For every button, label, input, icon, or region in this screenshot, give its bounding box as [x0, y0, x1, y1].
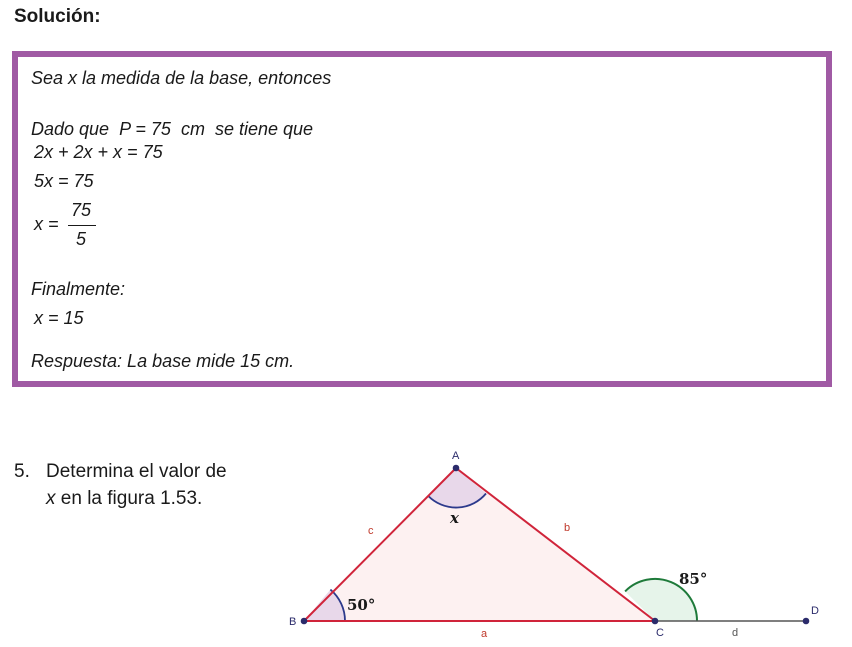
problem-text-line2 — [46, 485, 286, 512]
label-point-c: C — [656, 627, 664, 639]
answer-text: Respuesta: La base mide 15 cm. — [31, 351, 295, 371]
final-equation: x = 15 — [34, 308, 84, 328]
point-c — [652, 618, 659, 625]
label-side-a: a — [481, 628, 488, 640]
fraction-numerator: 75 — [70, 200, 92, 220]
solution-intro: Sea x la medida de la base, entonces — [31, 68, 332, 88]
fraction-bar — [68, 225, 96, 226]
equation-simplified: 5x = 75 — [34, 171, 94, 191]
triangle-figure — [280, 440, 840, 645]
label-side-c: c — [368, 525, 374, 537]
label-side-d: d — [732, 627, 739, 639]
problem-text-rest: en la figura 1.53. — [55, 488, 203, 509]
label-point-b: B — [289, 616, 297, 628]
angle-b-label: 50° — [347, 596, 376, 614]
solution-heading: Solución: — [14, 6, 101, 27]
equation-sum: 2x + 2x + x = 75 — [34, 142, 163, 162]
final-label: Finalmente: — [31, 279, 126, 299]
fraction-denominator: 5 — [75, 229, 86, 249]
problem-variable: x — [46, 488, 56, 509]
problem-text — [46, 458, 286, 512]
label-point-a: A — [452, 450, 460, 462]
point-a — [453, 465, 460, 472]
point-d — [803, 618, 810, 625]
angle-a-label: x — [450, 509, 459, 527]
label-side-b: b — [564, 522, 571, 534]
fraction-lhs: x = — [34, 214, 59, 234]
angle-c-exterior-label: 85° — [679, 570, 708, 588]
problem-number: 5. — [14, 461, 30, 482]
point-b — [301, 618, 308, 625]
label-point-d: D — [811, 605, 819, 617]
given-perimeter: Dado que P = 75 cm se tiene que — [31, 119, 314, 139]
solution-box — [12, 51, 832, 387]
problem-text-line1: Determina el valor de — [46, 461, 227, 482]
